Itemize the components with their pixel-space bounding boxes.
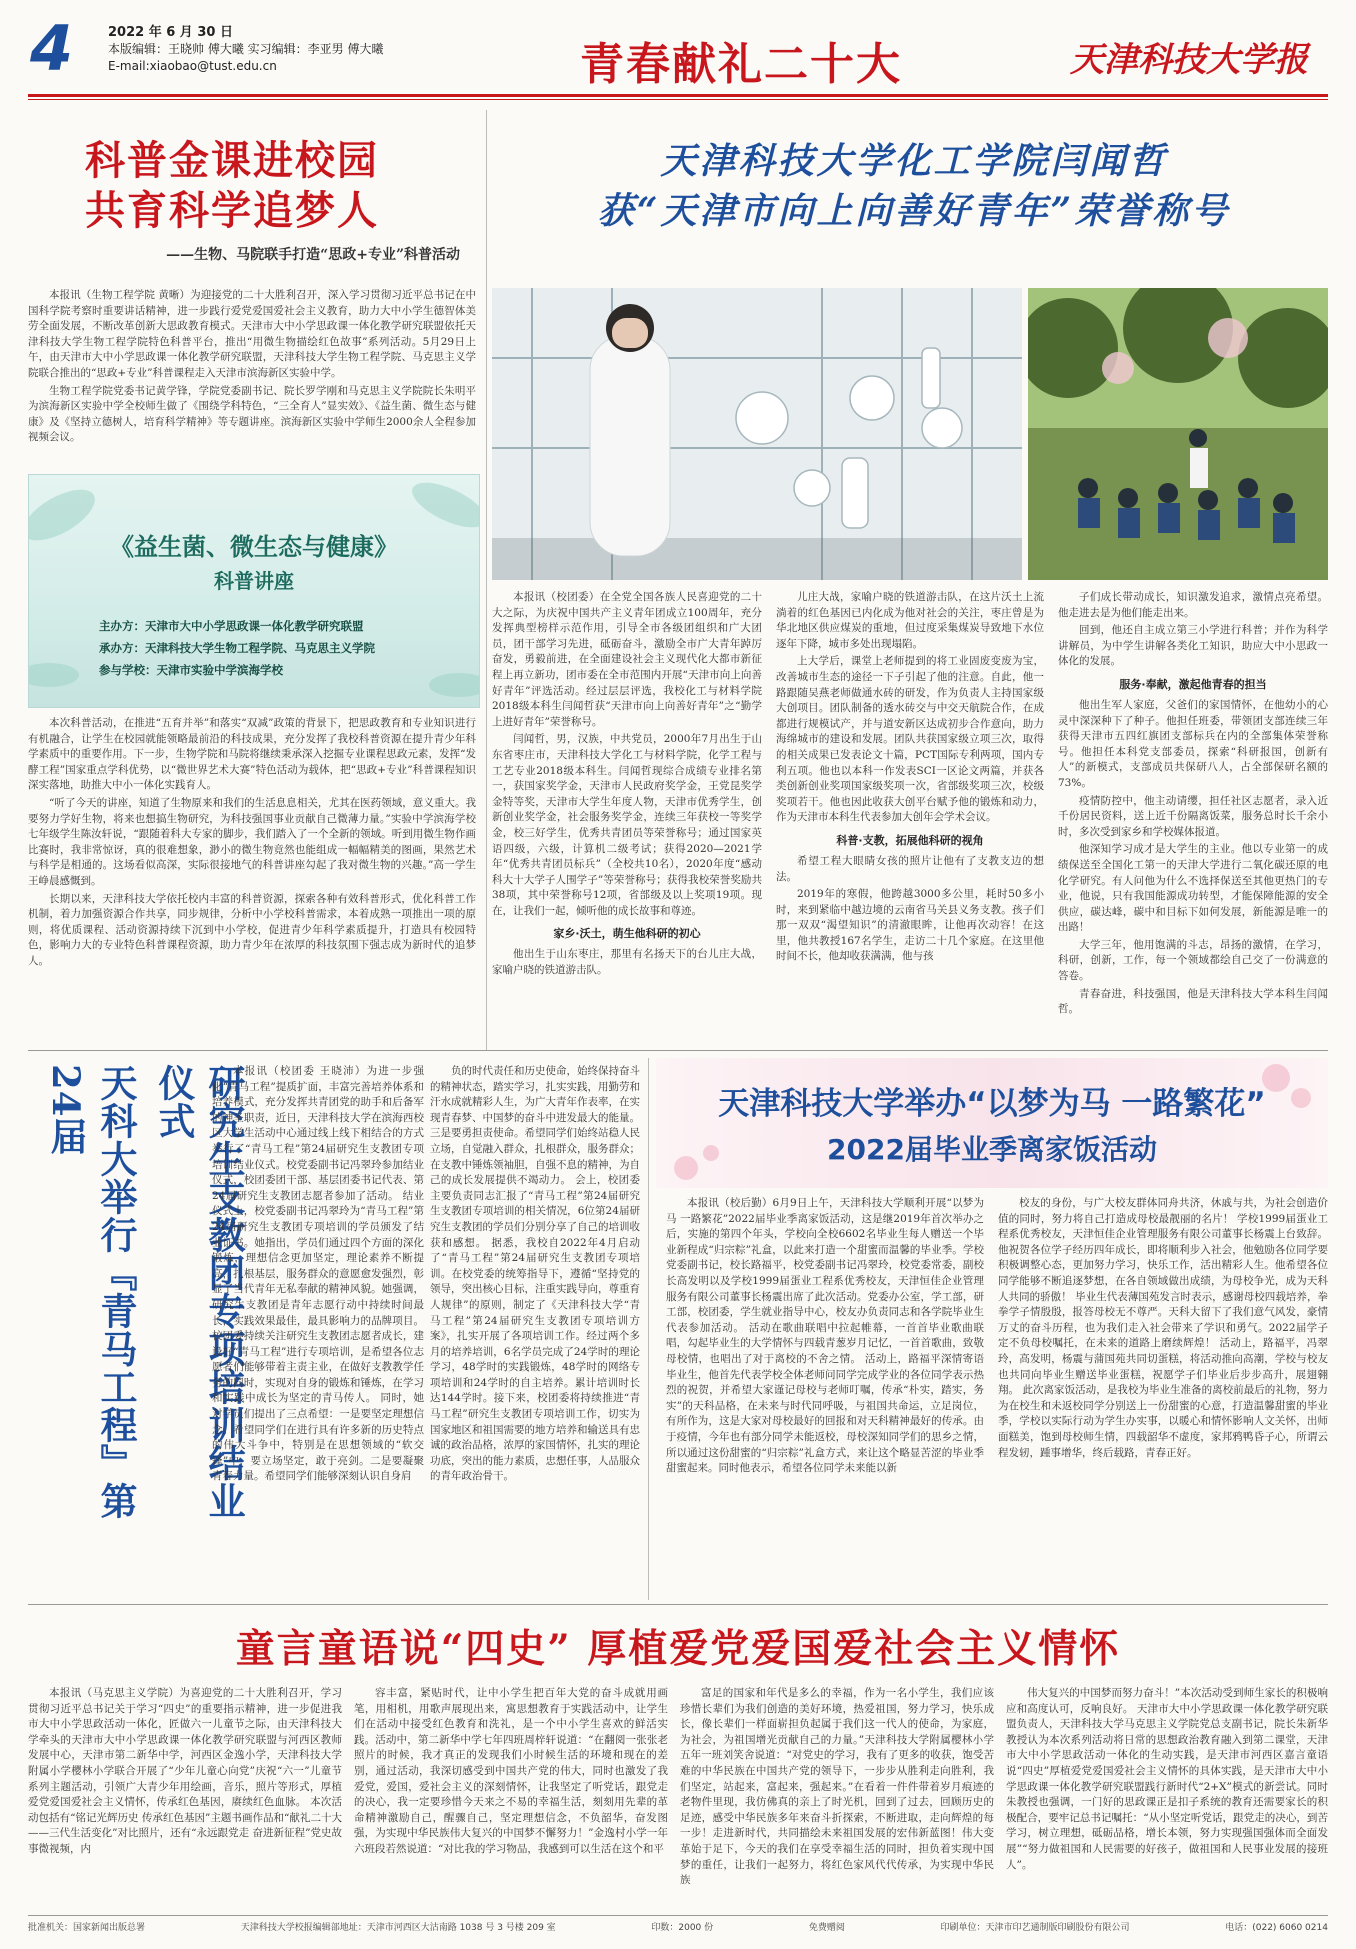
article3-col2: 负的时代责任和历史使命，始终保持奋斗的精神状态，踏实学习，扎实实践，用勤劳和汗水成就精彩人生，为广大青年作表率，在实现青春梦、中国梦的奋斗中进发最大的能量。三是要勇担责使命。希望同学们始终站稳人民立场，自觉融入群众，扎根群众，服务群众；在支教中锤炼领袖胆，自强不息的精神，为自己的成长发展提供不竭动力。 会上，校团委主要负责同志汇报了“青马工程”第24届研究生支教团专项培训的相关情况，6位第24届研究生支教团的学员们分别分享了自己的培训收获和感想。 据悉，我校自2022年4月启动了“青马工程”第24届研究生支教团专项培训。在校党委的统筹指导下，遵循“坚持党的领导，突出核心目标，注重实践导向，尊重育人规律”的原则，制定了《天津科技大学“青马工程”第24届研究生支教团专项培训方案》，扎实开展了各项培训工作。经过两个多月的培养培训，6名学员完成了24学时的理论学习，48学时的实践锻炼，48学时的网络专项培训和24学时的自主培养。累计培训时长达144学时。接下来，校团委将持续推进“青马工程”研究生支教团专项培训工作，切实为国家地区和祖国需要的地方培养和输送具有忠诚的政治品格，浓厚的家国情怀，扎实的理论功底，突出的能力素质，忠想任事，人品服众的青年政治骨干。 [430,1065,640,1483]
article2-col1: 本报讯（校团委）在全党全国各族人民喜迎党的二十大之际，为庆祝中国共产主义青年团成立100周年，充分发挥典型榜样示范作用，引导全市各级团组织和广大团员，团干部学习先进，砥砺奋斗，激励全市广大青年踔厉奋发，勇毅前进，在全面建设社会主义现代化大都市新征程上再立新功，团市委在全市范围内开展“天津市向上向善好青年”评选活动。经过层层评选，我校化工与材料学院2018级本科生闫闻哲获“天津市向上向善好青年”之“勤学上进好青年”荣誉称号。 闫闻哲，男，汉族，中共党员，2000年7月出生于山东省枣庄市，天津科技大学化工与材料学院，化学工程与工艺专业2018级本科生。闫闻哲现综合成绩专业排名第一，获国家奖学金，天津市人民政府奖学金，王党昆奖学金特等奖，天津市大学生年度人物，天津市优秀学生，创新创业奖学金，社会服务奖学金，连续三年获校一等奖学金，校三好学生，优秀共青团员等荣誉称号；通过国家英语四级，六级，计算机二级考试；获得2020—2021学年“优秀共青团员标兵”（全校共10名），2020年度“感动科大十大学子人围学子”等荣誉称号；获得我校荣誉奖励共38项，其中荣誉称号12项，省部级及以上奖项19项。现在，让我们一起，倾听他的成长故事和尊迹。 家乡·沃土，萌生他科研的初心 他出生于山东枣庄，那里有名扬天下的台儿庄大战，家喻户晓的铁道游击队。 [492,591,762,977]
article1-body: 本次科普活动，在推进“五育并举”和落实“双减”政策的背景下，把思政教育和专业知识进行有机融合，让学生在校园就能领略最前沿的科技成果，充分发挥了我校科普资源在提升青少年科学素质中的重要作用。下一步，生物学院和马院将继续秉承深入挖掘专业课程思政元素，发挥“发酵工程”国家重点学科优势，以“微世界艺术大赛”特色活动为载体，把“思政+专业”科普课程知识深实落地，助推大中小一体化实践育人。 “听了今天的讲座，知道了生物原来和我们的生活息息相关，尤其在医药领域，意义重大。我要努力学好生物，将来也想搞生物研究，为科技强国事业贡献自己微薄力量。”实验中学滨海学校七年级学生陈汝轩说，“跟随着科大专家的脚步，我们踏入了一个全新的领域。听到用微生物作画比赛时，我非常惊讶，真的很难想象，渺小的微生物竟然也能组成一幅幅精美的图画，果然艺术与科学是相通的。这场看似高深，实际很接地气的科普讲座勾起了我对微生物的兴趣。”高一学生王峥晨感慨到。 长期以来，天津科技大学依托校内丰富的科普资源，探索各种有效科普形式，优化科普工作机制，着力加强资源合作共享，同步规律，分析中小学校科普需求，本着成熟一项推出一项的原则，将优质课程、活动资源持续下沉到中小学校，促进青少年科学素质提升，打造具有校园特色，影响力大的专业特色科普课程资源，助力青少年在浓厚的科技氛围下强志成为新时代的追梦人。 [28,717,476,967]
article5-title: 童言童语说“四史” 厚植爱党爱国爱社会主义情怀 [235,1626,1121,1672]
header-rule [28,94,1328,97]
article5-col4: 伟大复兴的中国梦而努力奋斗！”本次活动受到师生家长的积极响应和高度认可，反响良好。 天津市大中小学思政课一体化教学研究联盟负责人，天津科技大学马克思主义学院党总支副书记，院长朱新华教授认为本次系列活动将日常的思想政治教育融入到第二课堂，天津市大中小学思政活动一体化的生动实践，是天津市河西区嘉言童语说“四史”厚植爱党爱国爱社会主义情怀的具体实践，是天津市大中小学思政课一体化教学研究联盟践行新时代“2+X”模式的新尝试。同时朱教授也强调，一门好的思政课正是扣子系统的教育还需要家长的积极配合，要牢记总书记嘱托：“从小坚定听党话，跟党走的决心，到苦学习，树立理想，砥砺品格，增长本领，努力实现强国强体而全面发展”“努力做祖国和人民需要的好孩子，做祖国和人民事业发展的接班人”。 [1006,1687,1328,1871]
outdoor-photo [1028,288,1328,580]
poster-subtitle: 科普讲座 [214,569,294,593]
lab-equipment-drawing [492,288,1022,580]
footer-phone: 电话：(022) 6060 0214 [1225,1923,1328,1933]
footer-approval: 批准机关：国家新闻出版总署 [28,1923,146,1933]
footer-print-count: 印数：2000 份 [651,1923,714,1933]
article2-title: 天津科技大学化工学院闫闻哲 获“天津市向上向善好青年”荣誉称号 [597,140,1231,232]
article4-banner [656,1058,1328,1188]
email: E-mail:xiaobao@tust.edu.cn [108,59,277,73]
footer-printer: 印刷单位：天津市印艺通制版印刷股份有限公司 [940,1923,1130,1933]
editors: 本版编辑：王晓帅 傅大曦 实习编辑：李亚男 傅大曦 [108,42,384,56]
page-number: 4 [30,12,74,85]
article5-col3: 富足的国家和年代是多么的幸福，作为一名小学生，我们应该珍惜长辈们为我们创造的美好环境，热爱祖国，努力学习，快乐成长，像长辈们一样面崭担负起属于我们这一代人的使命，为家庭，为社会，为祖国增光贡献自己的力量。”天津科技大学附属樱林小学五年一班刘笑舍说道：“对党史的学习，我有了更多的收获，饱受苦难的中华民族在中国共产党的领导下，一步步从胜利走向胜利，我们坚定，站起来，富起来，强起来。”在看着一件件带着岁月痕迹的老物件里现，我仿佛真的亲上了时光机，回到了过去，回顾历史的足迹，感受中华民族多年来奋斗折探索，不断进取，走向辉煌的每一步！走进新时代，共同描绘未来祖国发展的宏伟新蓝图！伟大变革始于足下，今天的我们在享受幸福生活的同时，担负着实现中国梦的重任，让我们一起努力，将红色家风代代传承，为实现中华民族 [680,1687,994,1887]
article4-title2: 2022届毕业季离家饭活动 [827,1133,1157,1166]
lab-photo [492,288,1022,580]
article2-col2: 儿庄大战，家喻户晓的铁道游击队，在这片沃土上流淌着的红色基因已内化成为他对社会的关注，枣庄曾是为华北地区供应煤炭的重地，但过度采集煤炭导致地下水位逐年下降，城市多处出现塌陷。 上大学后，课堂上老师提到的将工业固废变废为宝，改善城市生态的途径一下子引起了他的注意。自此，他一路跟随吴燕老师做通水砖的研发，作为负责人主持国家级大创项目。团队制备的透水砖交与中交天航院合作，在成都进行规模试产，并与道安新区达成初步合作意向，助力海绵城市的建设和发展。团队共获国家级立项三次，取得的相关成果已发表论文十篇，PCT国际专利两项，国内专利五项。他也以本科一作发表SCI一区论文两篇，并获各类创新创业奖项国家级奖项一次，省部级奖项三次，校级奖项若干。他也因此收获大创平台赋予他的锻炼和动力，作为天津市本科生代表参加大创年会学术会议。 科普·支教，拓展他科研的视角 希望工程大眼睛女孩的照片让他有了支教支边的想法。 2019年的寒假，他跨越3000多公里，耗时50多小时，来到紧临中越边境的云南省马关县义务支教。孩子们那一双双“渴望知识”的清澈眼眸，让他再次动容！在这里，他共教授167名学生，走访二十几个家庭。在这里他时间不长，他却收获满满，他与孩 [776,591,1044,963]
lecture-poster [28,474,480,708]
article2-subhead1: 家乡·沃土，萌生他科研的初心 [553,927,701,941]
footer-address: 天津科技大学校报编辑部地址：天津市河西区大沽南路 1038 号 3 号楼 209 室 [240,1923,556,1933]
article3-col1: 本报讯（校团委 王晓沛）为进一步强化“青马工程”提质扩面，丰富完善培养体系和培养模式，充分发挥共青团党的助手和后备军的神圣职责，近日，天津科技大学在滨海西校区大学生活动中心通过线上线下相结合的方式举行了“青马工程”第24届研究生支教团专项培训结业仪式。校党委副书记冯翠玲参加结业仪式，校团委团干部、基层团委书记代表、第24届研究生支教团志愿者参加了活动。 结业仪式上，校党委副书记冯翠玲为“青马工程”第24届研究生支教团专项培训的学员颁发了结业证书。她指出，学员们通过四个方面的深化锻炼，理想信念更加坚定，理论素养不断提高，扎根基层，服务群众的意愿愈发强烈，彰显了当代青年无私奉献的精神风貌。她强调，研究生支教团是青年志愿行动中持续时间最长，实践效果最佳，最具影响力的品牌项目。校团委持续关注研究生支教团志愿者成长，建设好“青马工程”进行专项培训，是希望各位志愿者们能够带着主责主业，在做好支教教学任务的同时，实现对自身的锻炼和锤炼，在学习和实践中成长为坚定的青马传人。 同时，她对学员们提出了三点希望：一是要坚定理想信念。希望同学们在进行具有许多新的历史特点的伟大斗争中，特别是在思想领域的“软交锋”中，要立场坚定，敢于亮剑。二是要凝聚青春力量。希望同学们能够深刻认识自身肩 [212,1065,424,1483]
poster-title: 《益生菌、微生态与健康》 [110,532,398,561]
footer-free: 免费赠阅 [808,1923,845,1933]
article2-subhead3: 服务·奉献，激起他青春的担当 [1119,677,1267,691]
article5-col2: 容丰富，紧贴时代，让中小学生把百年大党的奋斗成就用画笔，用相机，用歌声展现出来，寓思想教育于实践活动中，让学生们在活动中接受红色教育和洗礼，是一个中小学生喜欢的鲜活实践。活动中，第二新华中学七年四班周梓轩说道：“在翻阅一张张老照片的时候，我才真正的发现我们小时候生活的环境和现在的差别，通过活动，我深切感受到中国共产党的伟大，同时也激发了我爱党，爱国，爱社会主义的深刻情怀，让我坚定了听党话，跟党走的决心，我一定要珍惜今天来之不易的幸福生活，刻刻用先辈的革命精神激励自己，醒骤自己，坚定理想信念，不负韶华，奋发图强，为实现中华民族伟大复兴的中国梦不懈努力！”金逸村小学一年六班段若然说道：“对比我的学习物品，我感到可以生活在这个和平 [354,1687,668,1855]
article2-col3: 子们成长带动成长，知识激发追求，激情点亮希望。他走进去是为他们能走出来。 回到，他还自主成立第三小学进行科普；并作为科学讲解员，为中学生讲解各类化工知识，助应大中小思政一体化的发展。 服务·奉献，激起他青春的担当 他出生军人家庭，父爸们的家国情怀，在他幼小的心灵中深深种下了种子。他担任班委，带领团支部连续三年获得天津市五四红旗团支部标兵在内的全部集体荣誉称号。他担任本科党支部委员，探索“科研报国，创新有人”的新模式，支部成员共保研八人，占全部保研名额的73%。 疫情防控中，他主动请缨，担任社区志愿者，录入近千份居民资料，送上近千份隔离饭菜，服务总时长千余小时，多次受到家乡和学校媒体报道。 他深知学习成才是大学生的主业。他以专业第一的成绩保送至全国化工第一的天津大学进行二氧化碳还原的电化学研究。有人问他为什么不选择保送至其他更热门的专业，他说，只有我国能源成功转型，才能保障能源的安全供应，碳达峰，碳中和目标下如何发展，新能源是唯一的出路！ 大学三年，他用饱满的斗志，昂扬的激情，在学习，科研，创新，工作，每一个领域都绘自己交了一份满意的答卷。 青春奋进，科技强国，他是天津科技大学本科生闫闻哲。 [1058,591,1328,1016]
article1-intro: 本报讯（生物工程学院 黄晰）为迎接党的二十大胜利召开，深入学习贯彻习近平总书记在中国科学院考察时重要讲话精神，进一步践行爱党爱国爱社会主义教育，助力大中小学生德智体美劳全面发展，不断改革创新大思政教育模式。天津市大中小学思政课一体化教学研究联盟依托天津科技大学生物工程学院特色科普平台，推出“用微生物描绘红色故事”系列活动。5月29日上午，由天津市大中小学思政课一体化教学研究联盟，天津科技大学生物工程学院、马克思主义学院联合推出的“思政+专业”科普课程走入天津市滨海新区实验中学。 生物工程学院党委书记黄学锋，学院党委副书记、院长罗学刚和马克思主义学院院长朱明平为滨海新区实验中学全校师生做了《围绕学科特色，“三全育人”显实效》、《益生菌、微生态与健康》及《坚持立德树人，培育科学精神》等专题讲座。滨海新区实验中学师生2000余人全程参加视频会议。 [28,289,476,444]
article4-col2: 校友的身份，与广大校友群体同舟共济，休戚与共，为社会创造价值的同时，努力将自己打造成母校最靓丽的名片！ 学校1999届蛋业工程系优秀校友，天津恒佳企业管理服务有限公司董事长杨震上台致辞。他祝贺各位学子经历四年成长，即将顺利步入社会，他勉励各位同学要积极调整心态，更加努力学习，快乐工作，活出精彩人生。他希望各位同学能够不断追逐梦想，在各自领域做出成绩，为母校争光，成为天科人共同的骄傲！ 毕业生代表薄国苑发言时表示，感谢母校四载培养，拳拳学子情殷殷，报答母校无不尊严。天科大留下了我们意气风发，豪情万丈的奋斗历程，也为我们走入社会带来了学识和勇气。2022届学子定不负母校嘱托，在未来的道路上磨续辉煌！ 活动上，路福平，冯翠玲，高发明，杨震与蒲国苑共同切蛋糕，将活动推向高潮，学校与校友也共同向毕业生赠送毕业蛋糕，祝愿学子们毕业后步步高升，展翅翱翔。 此次离家饭活动，是我校为毕业生准备的离校前最后的礼物，努力为在校生和未返校同学分别送上一份甜蜜的心意，打造温馨甜蜜的毕业季，学校以实际行动为学生办实事，以暖心和情怀影响人文关怀，出师面糕美，饱到母校师生情，四载韶华不虚度，家邦鸦鸭昏子心，所谓云程发轫，踵事增华，终后载路，青春正好。 [998,1197,1328,1459]
issue-date: 2022 年 6 月 30 日 [108,25,233,40]
column-divider-2 [648,1058,649,1600]
article4-title1: 天津科技大学举办“以梦为马 一路繁花” [718,1086,1266,1122]
page-footer [28,1915,1328,1933]
article1-subtitle: ——生物、马院联手打造“思政+专业”科普活动 [166,247,460,263]
section-rule-2 [28,1604,1328,1605]
outdoor-scene-drawing [1028,288,1328,580]
header-info [108,24,383,75]
column-divider [486,110,487,1050]
article1-title: 科普金课进校园 共育科学追梦人 [85,137,379,234]
section-title: 青春献礼二十大 [580,39,902,90]
article2-subhead2: 科普·支教，拓展他科研的视角 [836,833,984,847]
header-rule-thin [28,99,1328,100]
paper-name: 天津科技大学报 [1070,40,1308,80]
article5-col1: 本报讯（马克思主义学院）为喜迎党的二十大胜利召开，学习贯彻习近平总书记关于学习“四史”的重要指示精神，进一步促进我市大中小学思政活动一体化，匠做六一儿童节之际，由天津科技大学牵头的天津市大中小学思政课一体化教学研究联盟与河西区教师发展中心，天津市第二新华中学，河西区金逸小学，天津科技大学附属小学樱林小学联合开展了“少年儿童心向党”庆祝“六一”儿童节系列主题活动，引领广大青少年用绘画，音乐，照片等形式，厚植爱党爱国爱社会主义情怀，传承红色基因，赓续红色血脉。 本次活动包括有“铭记光辉历史 传承红色基因”主题书画作品和“献礼二十大——三代生活变化”对比照片，还有“永远跟党走 奋进新征程”党史故事微视频，内 [28,1687,342,1855]
poster-credits: 主办方：天津市大中小学思政课一体化教学研究联盟 承办方：天津科技大学生物工程学院、马克思主义学院 参与学校：天津市实验中学滨海学校 [99,619,375,677]
section-rule-1 [28,1050,1328,1051]
article4-col1: 本报讯（校后勤）6月9日上午，天津科技大学顺利开展“以梦为马 一路繁花”2022届毕业季离家饭活动，这是继2019年首次举办之后，实施的第四个年头，学校向全校6602名毕业生每人赠送一个毕业新程成“归宗粽”礼盒，以此来打造一个甜蜜而温馨的毕业季。学校党委副书记，校长路福平，校党委副书记冯翠玲，校党委常委，副校长高发明以及学校1999届蛋业工程系优秀校友，天津恒佳企业管理服务有限公司董事长杨震出席了此次活动。党委办公室，学工部，研工部，校团委，学生就业指导中心，校友办负责同志和各学院毕业生代表参加活动。 活动在歌曲联唱中拉起帷幕，一首首毕业歌曲联唱，勾起毕业生的大学情怀与四载青葱岁月记忆，一首首歌曲，致敬母校情，也唱出了对于离校的不舍之情。 活动上，路福平深情寄语毕业生，他首先代表学校全体老师问同学完成学业的各位同学表示热烈的祝贺，并希望大家谨记母校与老师叮嘱，传承“朴实，踏实，务实”的天科品格，在未来与时代同呼吸，与祖国共命运，立足岗位，有所作为，这是大家对母校最好的回报和对天科精神最好的传承。由于疫情，今年也有部分同学未能返校，母校深知同学们的思乡之情，所以通过这份甜蜜的“归宗粽”礼盒方式，来让这个略显苦涩的毕业季甜蜜起来。同时他表示，希望各位同学未来能以新 [666,1197,984,1475]
article3-title: 研究生支教团专项培训结业仪式 天科大举行『青马工程』第24届 [44,1064,246,1520]
